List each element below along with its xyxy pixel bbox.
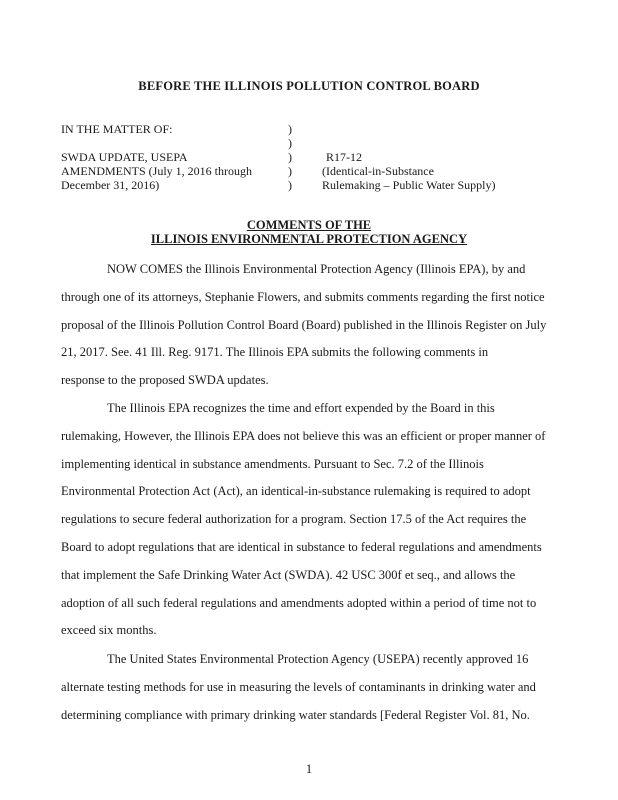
paragraph-line: The United States Environmental Protection Agency (USEPA) recently approved 16: [107, 652, 529, 666]
paragraph-line: determining compliance with primary drinking water standards [Federal Register Vol. 81, No.: [61, 707, 530, 722]
page-number: 1: [305, 762, 313, 776]
caption-paren-1: ): [288, 122, 292, 136]
caption-left-line-5: December 31, 2016): [61, 178, 160, 192]
paragraph-line: Environmental Protection Act (Act), an identical-in-substance rulemaking is required to adopt: [61, 484, 531, 499]
paragraph-line: 21, 2017. See. 41 Ill. Reg. 9171. The Illinois EPA submits the following comments in: [61, 345, 489, 360]
paragraph-line: The Illinois EPA recognizes the time and effort expended by the Board in this: [107, 401, 495, 415]
paragraph-line: Board to adopt regulations that are identical in substance to federal regulations and amendments: [61, 539, 542, 554]
caption-paren-4: ): [288, 164, 292, 178]
caption-paren-5: ): [288, 178, 292, 192]
comments-heading-line-1: COMMENTS OF THE: [246, 218, 372, 232]
caption-left-line-4: AMENDMENTS (July 1, 2016 through: [61, 164, 252, 178]
paragraph-line: that implement the Safe Drinking Water Act (SWDA). 42 USC 300f et seq., and allows the: [61, 567, 516, 582]
caption-paren-2: ): [288, 136, 292, 150]
caption-paren-3: ): [288, 150, 292, 164]
paragraph-line: response to the proposed SWDA updates.: [61, 373, 269, 388]
paragraph-line: regulations to secure federal authorization for a program. Section 17.5 of the Act requires the: [61, 512, 527, 527]
case-number: R17-12: [326, 150, 362, 164]
paragraph-2: [61, 395, 561, 645]
paragraph-3: [61, 646, 561, 729]
paragraph-1: [61, 256, 561, 395]
caption-left-line-1: IN THE MATTER OF:: [61, 122, 173, 136]
paragraph-line: implementing identical in substance amendments. Pursuant to Sec. 7.2 of the Illinois: [61, 456, 484, 471]
paragraph-line: proposal of the Illinois Pollution Control Board (Board) published in the Illinois Register on July: [61, 317, 547, 332]
comments-heading-line-2: ILLINOIS ENVIRONMENTAL PROTECTION AGENCY: [150, 232, 468, 246]
paragraph-line: exceed six months.: [61, 623, 157, 638]
paragraph-line: alternate testing methods for use in measuring the levels of contaminants in drinking water and: [61, 679, 536, 694]
paragraph-line: NOW COMES the Illinois Environmental Protection Agency (Illinois EPA), by and: [107, 262, 526, 276]
caption-right-line-4: (Identical-in-Substance: [322, 164, 434, 178]
paragraph-line: rulemaking, However, the Illinois EPA does not believe this was an efficient or proper manner of: [61, 428, 546, 443]
caption-right-line-5: Rulemaking – Public Water Supply): [322, 178, 496, 192]
document-title: BEFORE THE ILLINOIS POLLUTION CONTROL BOARD: [138, 79, 480, 93]
paragraph-line: through one of its attorneys, Stephanie Flowers, and submits comments regarding the first notice: [61, 289, 545, 304]
caption-left-line-3: SWDA UPDATE, USEPA: [61, 150, 188, 164]
paragraph-line: adoption of all such federal regulations and amendments adopted within a period of time not to: [61, 595, 537, 610]
